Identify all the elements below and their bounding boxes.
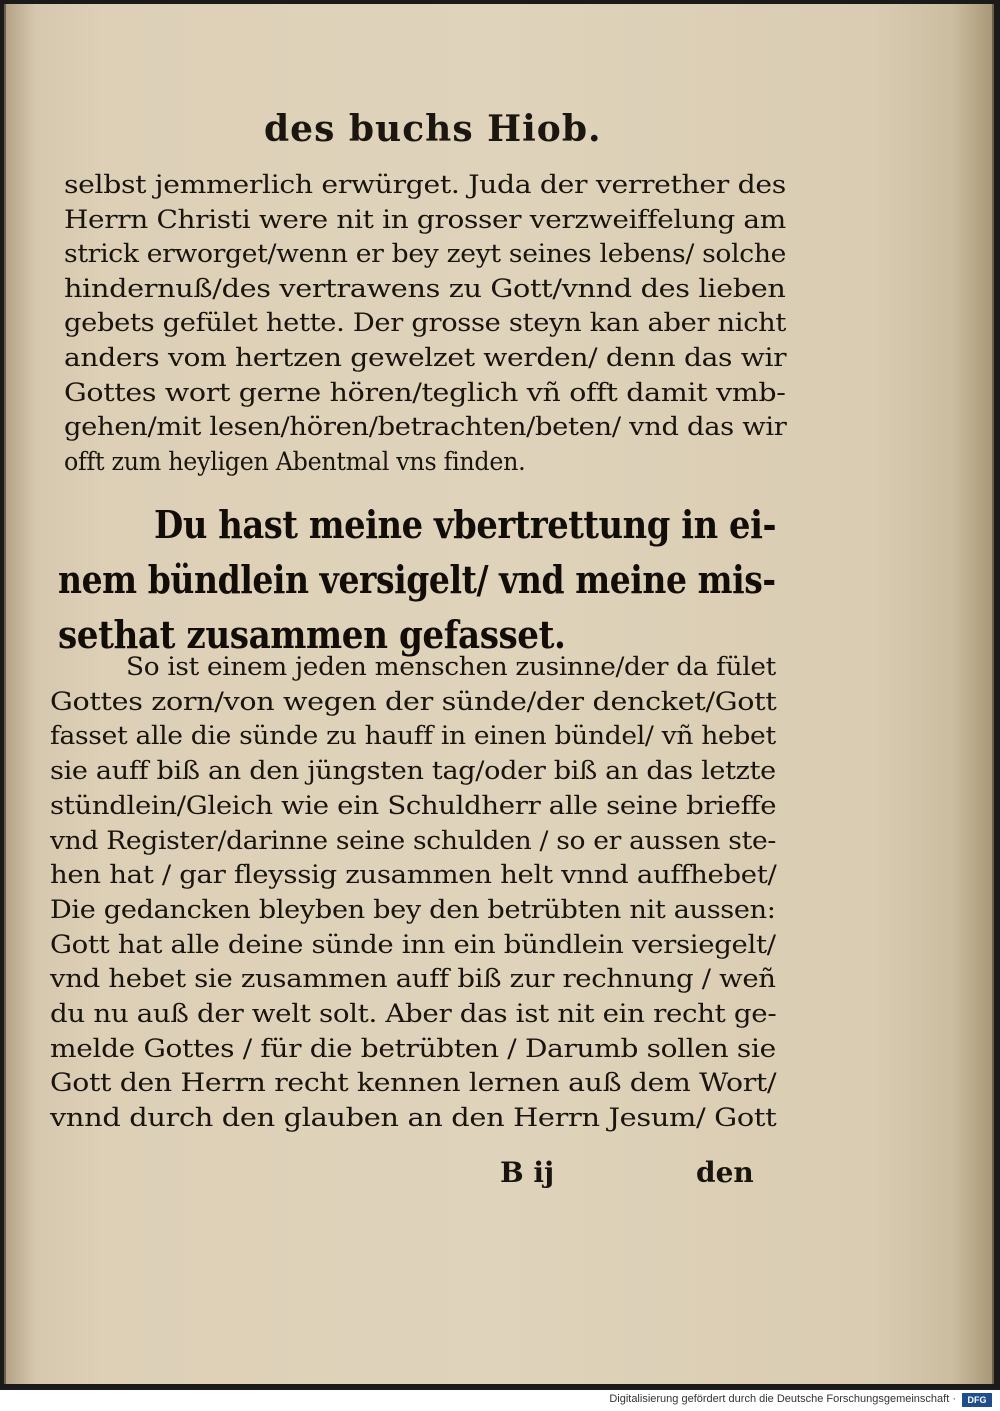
text-line: vnnd durch den glauben an den Herrn Jesum/ Gott [50,1103,777,1133]
book-page [4,4,994,1384]
text-line: melde Gottes / für die betrübten / Darumb sollen sie [50,1033,776,1063]
text-line: gebets gefület hette. Der grosse steyn kan aber nicht [64,308,787,338]
running-head: des buchs Hiob. [264,108,602,150]
verse-heading-line: Du hast meine vbertrettung in ei- [154,502,777,547]
text-line: du nu auß der welt solt. Aber das ist nit ein recht ge- [50,999,777,1028]
text-line: gehen/mit lesen/hören/betrachten/beten/ vnd das wir [64,412,787,442]
dfg-logo-icon: DFG [962,1393,992,1407]
signature-mark: B ij [500,1156,555,1189]
verse-heading-line: sethat zusammen gefasset. [58,612,566,657]
text-line: sie auff biß an den jüngsten tag/oder biß an das letzte [50,756,776,786]
verse-heading-line: nem bündlein versigelt/ vnd meine mis- [58,557,776,602]
footer-bar [0,1390,1000,1411]
text-line: strick erworget/wenn er bey zeyt seines lebens/ solche [64,239,787,269]
text-line: vnd Register/darinne seine schulden / so er aussen ste- [50,825,776,855]
text-line: Gott den Herrn recht kennen lernen auß dem Wort/ [50,1068,777,1098]
text-line: Gott hat alle deine sünde inn ein bündlein versiegelt/ [50,929,776,959]
text-line: anders vom hertzen gewelzet werden/ denn das wir [64,343,787,372]
text-line: stündlein/Gleich wie ein Schuldherr alle seine brieffe [50,790,777,820]
text-line: selbst jemmerlich erwürget. Juda der verrether des [64,170,786,199]
funding-notice: Digitalisierung gefördert durch die Deutsche Forschungsgemeinschaft · [609,1393,956,1405]
text-line: Gottes zorn/von wegen der sünde/der dencket/Gott [50,686,777,716]
text-line: hen hat / gar fleyssig zusammen helt vnnd auffhebet/ [50,860,777,890]
catchword: den [696,1156,754,1189]
text-line: So ist einem jeden menschen zusinne/der da fület [126,652,776,681]
text-line: Die gedancken bleyben bey den betrübten nit aussen: [50,894,776,924]
text-line: offt zum heyligen Abentmal vns finden. [64,446,526,476]
text-line: hindernuß/des vertrawens zu Gott/vnnd des lieben [64,273,786,303]
text-line: Herrn Christi were nit in grosser verzweiffelung am [64,204,786,234]
text-line: vnd hebet sie zusammen auff biß zur rechnung / weñ [50,964,776,994]
text-line: fasset alle die sünde zu hauff in einen bündel/ vñ hebet [50,721,776,751]
text-line: Gottes wort gerne hören/teglich vñ offt damit vmb- [64,377,786,407]
